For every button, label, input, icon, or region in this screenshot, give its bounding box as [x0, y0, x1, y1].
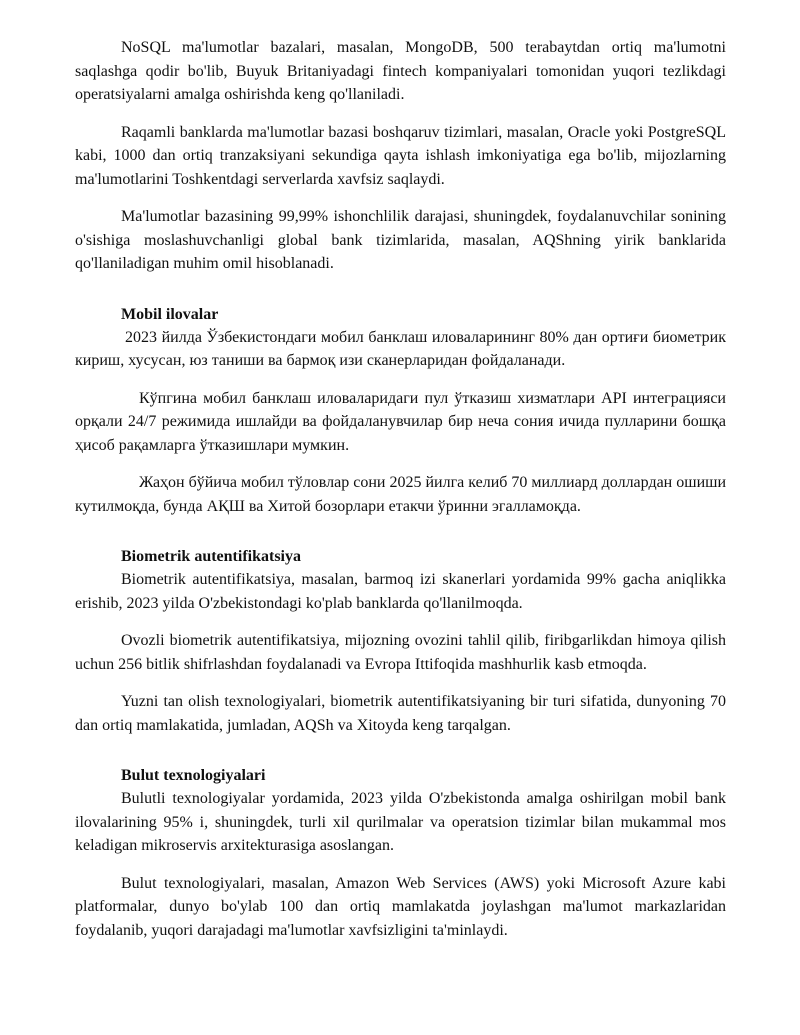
paragraph-mobile-transfers: Кўпгина мобил банклаш иловаларидаги пул ўтказиш хизматлари API интеграцияси орқали 24/7 режимида ишлайди ва фойдаланувчилар бир неча сония ичида пулларини бошқа ҳисоб рақамларга ўтказишлари мумкин. — [75, 389, 726, 454]
paragraph-voice-biometric: Ovozli biometrik autentifikatsiya, mijozning ovozini tahlil qilib, firibgarlikdan himoya qilish uchun 256 bitlik shifrlashdan foydalanadi va Evropa Ittifoqida mashhurlik kasb etmoqda. — [75, 632, 726, 673]
heading-cloud-tech: Bulut texnologiyalari — [121, 767, 266, 784]
paragraph-face-recognition: Yuzni tan olish texnologiyalari, biometrik autentifikatsiyaning bir turi sifatida, dunyoning 70 dan ortiq mamlakatida, jumladan, AQSh va Xitoyda keng tarqalgan. — [75, 693, 726, 734]
paragraph-fingerprint: Biometrik autentifikatsiya, masalan, barmoq izi skanerlari yordamida 99% gacha aniqlikka erishib, 2023 yilda O'zbekistondagi ko'plab banklarda qo'llanilmoqda. — [75, 571, 726, 612]
paragraph-cloud-platforms: Bulut texnologiyalari, masalan, Amazon Web Services (AWS) yoki Microsoft Azure kabi platformalar, dunyo bo'ylab 100 dan ortiq mamlakatda joylashgan ma'lumot markazlaridan foydalanib, yuqori darajadagi ma'lumotlar xavfsizligini ta'minlaydi. — [75, 874, 726, 939]
paragraph-mobile-payments: Жаҳон бўйича мобил тўловлар сони 2025 йилга келиб 70 миллиард доллардан ошиши кутилмоқда, бунда АҚШ ва Хитой бозорлари етакчи ўринни эгалламоқда. — [75, 474, 727, 515]
document-page — [75, 36, 726, 942]
heading-biometric-auth: Biometrik autentifikatsiya — [121, 548, 301, 565]
paragraph-mobile-biometric: 2023 йилда Ўзбекистондаги мобил банклаш иловаларининг 80% дан ортиғи биометрик кириш, хусусан, юз таниши ва бармоқ изи сканерларидан фойдаланади. — [75, 328, 726, 369]
paragraph-cloud-microservices: Bulutli texnologiyalar yordamida, 2023 yilda O'zbekistonda amalga oshirilgan mobil bank ilovalarining 95% i, shuningdek, turli xil qurilmalar va operatsion tizimlar bilan mukammal mos keladigan mikroservis arxitekturasiga asoslangan. — [75, 790, 726, 854]
paragraph-nosql: NoSQL ma'lumotlar bazalari, masalan, MongoDB, 500 terabaytdan ortiq ma'lumotni saqlashga qodir bo'lib, Buyuk Britaniyadagi fintech kompaniyalari tomonidan yuqori tezlikdagi operatsiyalarni amalga oshirishda keng qo'llaniladi. — [75, 39, 726, 103]
heading-mobile-apps: Mobil ilovalar — [121, 305, 219, 323]
paragraph-digital-banks-dbms: Raqamli banklarda ma'lumotlar bazasi boshqaruv tizimlari, masalan, Oracle yoki PostgreSQL kabi, 1000 dan ortiq tranzaksiyani sekundiga qayta ishlash imkoniyatiga ega bo'lib, mijozlarning ma'lumotlarini Toshkentdagi serverlarda xavfsiz saqlaydi. — [75, 123, 726, 188]
paragraph-db-reliability: Ma'lumotlar bazasining 99,99% ishonchlilik darajasi, shuningdek, foydalanuvchilar sonining o'sishiga moslashuvchanligi global bank tizimlarida, masalan, AQShning yirik banklarida qo'llaniladigan muhim omil hisoblanadi. — [75, 208, 726, 272]
